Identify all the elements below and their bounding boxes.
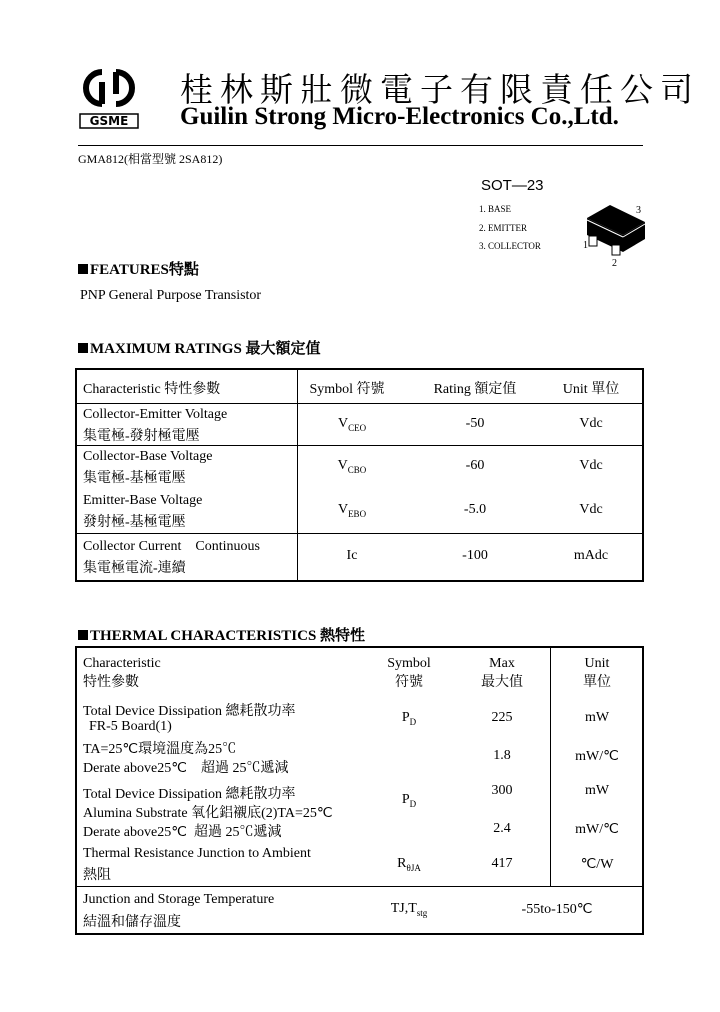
characteristic-cn: 集電極電流-連續 bbox=[83, 561, 186, 576]
characteristic: TA=25℃環境溫度為25℃ bbox=[83, 742, 237, 757]
column-header: Unit 單位 bbox=[562, 382, 620, 397]
characteristic: Derate above25℃ 超過 25℃遞減 bbox=[83, 825, 282, 840]
max-value: 417 bbox=[491, 856, 513, 871]
characteristic: FR-5 Board(1) bbox=[89, 719, 172, 734]
model-number: GMA812(相當型號 2SA812) bbox=[78, 152, 223, 166]
package-name: SOT—23 bbox=[481, 177, 544, 194]
pin-label: 2. EMITTER bbox=[479, 223, 527, 233]
symbol: $V_{CBO}$ bbox=[337, 458, 367, 475]
symbol: $TJ,T_{stg}$ bbox=[390, 901, 428, 918]
unit: mW/℃ bbox=[575, 822, 619, 837]
unit: ℃/W bbox=[580, 857, 614, 872]
characteristic: 熱阻 bbox=[83, 868, 111, 883]
column-header: Characteristic 特性參數 bbox=[83, 656, 161, 690]
thermal-heading: THERMAL CHARACTERISTICS 熱特性 bbox=[78, 624, 365, 645]
characteristic: Collector-Base Voltage bbox=[83, 449, 213, 464]
characteristic: Collector Current Continuous bbox=[83, 539, 260, 554]
max-value: 300 bbox=[491, 783, 513, 798]
symbol: $P_D$ bbox=[401, 710, 417, 727]
unit: mW/℃ bbox=[575, 749, 619, 764]
characteristic: Junction and Storage Temperature bbox=[83, 892, 275, 907]
rating: -60 bbox=[465, 458, 485, 473]
rating: -100 bbox=[462, 548, 488, 563]
unit: Vdc bbox=[579, 416, 603, 431]
pin-label: 3. COLLECTOR bbox=[479, 241, 541, 251]
column-header: Max 最大值 bbox=[481, 656, 523, 690]
characteristic: Total Device Dissipation 總耗散功率 bbox=[83, 704, 296, 719]
pin-label: 1. BASE bbox=[479, 204, 512, 214]
unit: Vdc bbox=[579, 502, 603, 517]
max-value: 2.4 bbox=[493, 821, 511, 836]
max-value: 225 bbox=[491, 710, 513, 725]
features-text: PNP General Purpose Transistor bbox=[80, 288, 262, 303]
svg-text:GSME: GSME bbox=[89, 114, 129, 128]
characteristic-cn: 集電極-發射極電壓 bbox=[83, 429, 200, 444]
column-header: Characteristic 特性參數 bbox=[83, 382, 221, 397]
characteristic: 結溫和儲存溫度 bbox=[83, 915, 181, 930]
max-ratings-table bbox=[75, 368, 644, 582]
characteristic: Thermal Resistance Junction to Ambient bbox=[83, 846, 311, 861]
pin-number: 1 bbox=[583, 240, 588, 251]
symbol: $R_{\theta JA}$ bbox=[397, 856, 421, 873]
header-divider bbox=[78, 145, 643, 146]
characteristic: Alumina Substrate 氧化鋁襯底(2)TA=25℃ bbox=[83, 806, 333, 821]
characteristic: Derate above25℃ 超過 25℃遞減 bbox=[83, 761, 289, 776]
symbol: $V_{CEO}$ bbox=[337, 416, 367, 433]
rating: -5.0 bbox=[463, 502, 487, 517]
max-value: 1.8 bbox=[493, 748, 511, 763]
rating: -50 bbox=[465, 416, 485, 431]
thermal-table bbox=[75, 646, 644, 935]
company-logo bbox=[78, 66, 140, 130]
max-value: -55to-150℃ bbox=[521, 902, 593, 917]
unit: mW bbox=[584, 783, 610, 798]
unit: mAdc bbox=[573, 548, 609, 563]
company-name-cn: 桂林斯壯微電子有限責任公司 bbox=[180, 70, 700, 109]
column-header: Symbol 符號 bbox=[309, 382, 385, 397]
pin-number: 3 bbox=[636, 205, 641, 216]
column-header: Rating 額定值 bbox=[433, 382, 517, 397]
features-heading: FEATURES特點 bbox=[78, 258, 199, 279]
company-name-en: Guilin Strong Micro-Electronics Co.,Ltd. bbox=[180, 103, 619, 130]
characteristic-cn: 發射極-基極電壓 bbox=[83, 515, 186, 530]
unit: Vdc bbox=[579, 458, 603, 473]
symbol: $P_D$ bbox=[401, 792, 417, 809]
characteristic: Total Device Dissipation 總耗散功率 bbox=[83, 787, 296, 802]
column-header: Symbol 符號 bbox=[387, 656, 431, 690]
symbol: Ic bbox=[346, 548, 358, 563]
unit: mW bbox=[584, 710, 610, 725]
column-header: Unit 單位 bbox=[583, 656, 611, 690]
symbol: $V_{EBO}$ bbox=[337, 502, 367, 519]
max-ratings-heading: MAXIMUM RATINGS 最大額定值 bbox=[78, 337, 321, 358]
pin-number: 2 bbox=[612, 258, 617, 269]
characteristic: Collector-Emitter Voltage bbox=[83, 407, 228, 422]
characteristic-cn: 集電極-基極電壓 bbox=[83, 471, 186, 486]
characteristic: Emitter-Base Voltage bbox=[83, 493, 203, 508]
